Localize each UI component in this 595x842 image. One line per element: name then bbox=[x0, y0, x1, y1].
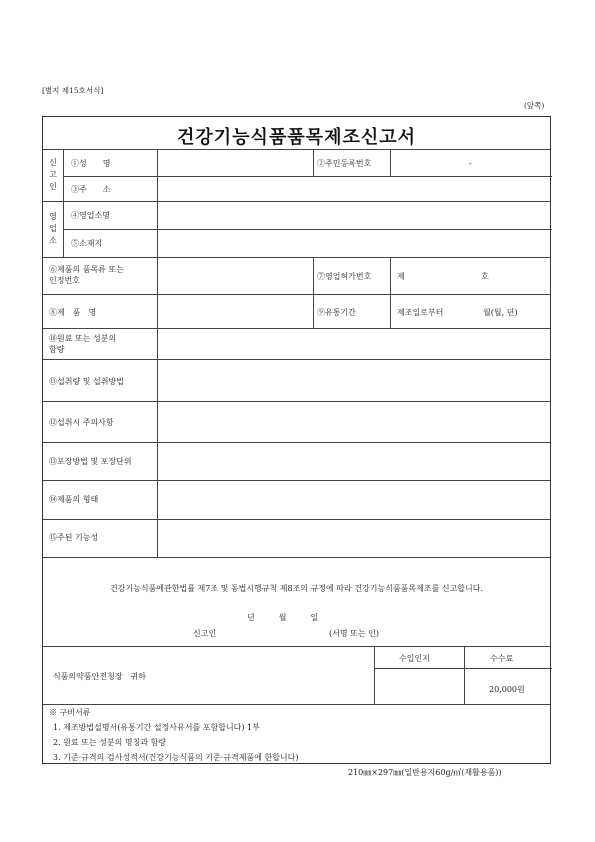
required-document-item: 2. 원료 또는 성분의 명칭과 함량 bbox=[53, 738, 167, 747]
recipient-text: 식품의약품안전청장 귀하 bbox=[53, 672, 147, 681]
ingredients-label: ⑩원료 또는 성분의 함량 bbox=[49, 334, 117, 354]
declaration-text: 건강기능식품에관한법률 제7조 및 동법시행규칙 제8조의 규정에 따라 건강기능식품품목제조를 신고합니다. bbox=[109, 584, 484, 593]
product-name-field[interactable] bbox=[158, 295, 312, 328]
product-name-label: ⑧제 품 명 bbox=[49, 308, 97, 317]
permit-number-field[interactable] bbox=[391, 258, 551, 294]
applicant-group-label: 신고인 bbox=[49, 158, 57, 191]
form-reference: [별지 제15호서식] bbox=[42, 86, 104, 95]
revenue-stamp-box bbox=[375, 669, 463, 704]
caution-label: ⑫섭취시 주의사항 bbox=[49, 418, 114, 427]
ingredients-field[interactable] bbox=[158, 329, 551, 359]
required-documents-heading: ※ 구비서류 bbox=[49, 708, 91, 717]
business-name-label: ④영업소명 bbox=[71, 211, 110, 220]
permit-prefix: 제 bbox=[397, 272, 405, 281]
product-form-field[interactable] bbox=[158, 481, 551, 519]
required-document-item: 1. 제조방법설명서(유통기간 설정사유서를 포함합니다) 1부 bbox=[53, 723, 260, 732]
shelf-life-from: 제조일로부터 bbox=[397, 308, 444, 317]
main-function-label: ⑮주된 기능성 bbox=[49, 533, 99, 542]
intake-label: ⑪섭취량 및 섭취방법 bbox=[49, 377, 124, 386]
applicant-name-field[interactable] bbox=[158, 150, 312, 175]
rrn-separator: - bbox=[469, 159, 472, 168]
business-name-field[interactable] bbox=[158, 202, 551, 229]
revenue-stamp-header: 수입인지 bbox=[399, 654, 430, 663]
fee-header: 수수료 bbox=[490, 654, 514, 663]
shelf-life-label: ⑨유통기간 bbox=[317, 308, 356, 317]
applicant-address-field[interactable] bbox=[158, 177, 551, 201]
category-label: ⑥제품의 품목류 또는 인정번호 bbox=[49, 265, 124, 285]
shelf-life-unit: 월(월, 년) bbox=[483, 308, 518, 317]
category-field[interactable] bbox=[158, 258, 312, 294]
business-group-label: 영업소 bbox=[49, 212, 57, 245]
applicant-address-label: ③주 소 bbox=[71, 185, 111, 194]
form-title: 건강기능식품품목제조신고서 bbox=[176, 127, 417, 148]
declaration-date: 년 월 일 bbox=[247, 613, 319, 622]
declarant-label: 신고인 bbox=[193, 629, 217, 638]
shelf-life-field[interactable] bbox=[391, 295, 551, 328]
applicant-rrn-field[interactable] bbox=[391, 150, 551, 175]
required-document-item: 3. 기준·규격의 검사성적서(건강기능식품의 기준·규격제품에 한합니다) bbox=[53, 753, 299, 762]
permit-number-label: ⑦영업허가번호 bbox=[317, 272, 372, 281]
business-location-label: ⑤소재지 bbox=[71, 239, 103, 248]
paper-spec-note: 210㎜×297㎜(일반용지60g/㎡(재활용품)) bbox=[348, 768, 502, 777]
main-function-field[interactable] bbox=[158, 520, 551, 557]
applicant-name-label: ①성 명 bbox=[71, 159, 111, 168]
intake-field[interactable] bbox=[158, 360, 551, 401]
business-location-field[interactable] bbox=[158, 230, 551, 257]
page-side-label: (앞쪽) bbox=[524, 101, 545, 110]
declaration-form bbox=[42, 116, 551, 764]
product-form-label: ⑭제품의 형태 bbox=[49, 495, 99, 504]
packaging-label: ⑬포장방법 및 포장단위 bbox=[49, 457, 132, 466]
packaging-field[interactable] bbox=[158, 443, 551, 480]
caution-field[interactable] bbox=[158, 402, 551, 442]
declarant-signature-field[interactable] bbox=[223, 625, 323, 641]
fee-value: 20,000원 bbox=[489, 685, 525, 694]
applicant-rrn-label: ②주민등록번호 bbox=[317, 159, 372, 168]
permit-suffix: 호 bbox=[481, 272, 489, 281]
signature-hint: (서명 또는 인) bbox=[329, 629, 379, 638]
